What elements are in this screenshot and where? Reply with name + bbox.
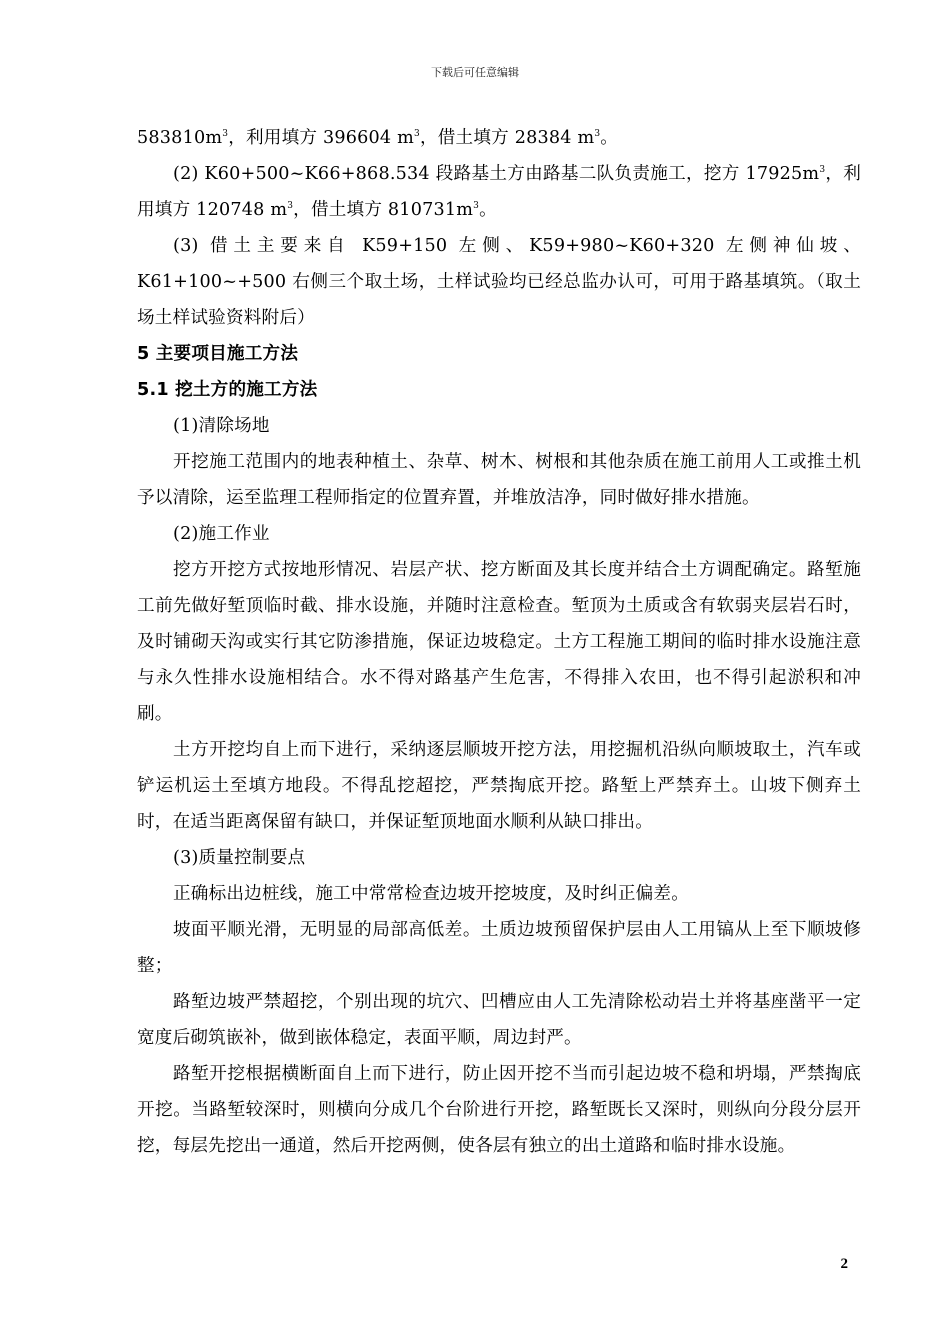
subheading-clear-site: (1)清除场地 xyxy=(173,416,270,436)
paragraph-item-2: (2) K60+500~K66+868.534 段路基土方由路基二队负责施工，挖方 $17925m^3$，利用填方 120748 $m^3$，借土填方 $810731m^3$。 xyxy=(137,164,862,220)
paragraph-earthwork: 土方开挖均自上而下进行，采纳逐层顺坡开挖方法，用挖掘机沿纵向顺坡取土，汽车或铲运机运土至填方地段。不得乱挖超挖，严禁掏底开挖。路堑上严禁弃土。山坡下侧弃土时，在适当距离保留有缺口，并保证堑顶地面水顺利从缺口排出。 xyxy=(137,740,861,832)
subheading-quality-control: (3)质量控制要点 xyxy=(173,848,306,868)
paragraph-excavation-method: 挖方开挖方式按地形情况、岩层产状、挖方断面及其长度并结合土方调配确定。路堑施工前先做好堑顶临时截、排水设施，并随时注意检查。堑顶为土质或含有软弱夹层岩石时，及时铺砌天沟或实行其它防渗措施，保证边坡稳定。土方工程施工期间的临时排水设施注意与永久性排水设施相结合。水不得对路基产生危害，不得排入农田，也不得引起淤积和冲刷。 xyxy=(137,560,861,724)
paragraph-item-3: (3) 借土主要来自 K59+150 左侧、K59+980~K60+320 左侧神仙坡、K61+100~+500 右侧三个取土场，土样试验均已经总监办认可，可用于路基填筑。（取土场土样试验资料附后） xyxy=(137,236,861,328)
paragraph-clear-site: 开挖施工范围内的地表种植土、杂草、树木、树根和其他杂质在施工前用人工或推土机予以清除，运至监理工程师指定的位置弃置，并堆放洁净，同时做好排水措施。 xyxy=(137,452,861,508)
paragraph-side-stakes: 正确标出边桩线，施工中常常检查边坡开挖坡度，及时纠正偏差。 xyxy=(173,884,690,904)
document-body xyxy=(137,120,861,1164)
page-number: 2 xyxy=(840,1256,848,1272)
paragraph-cutting-sequence: 路堑开挖根据横断面自上而下进行，防止因开挖不当而引起边坡不稳和坍塌，严禁掏底开挖。当路堑较深时，则横向分成几个台阶进行开挖，路堑既长又深时，则纵向分段分层开挖，每层先挖出一通道，然后开挖两侧，使各层有独立的出土道路和临时排水设施。 xyxy=(137,1064,861,1156)
paragraph-slope-surface: 坡面平顺光滑，无明显的局部高低差。土质边坡预留保护层由人工用镐从上至下顺坡修整； xyxy=(137,920,861,976)
page-header: 下载后可任意编辑 xyxy=(431,66,519,79)
section-heading-5-1: 5.1 挖土方的施工方法 xyxy=(137,380,318,400)
paragraph-fill-quantities: $583810m^3$，利用填方 396604 $m^3$，借土填方 28384 $m^3$。 xyxy=(137,128,619,148)
subheading-construction: (2)施工作业 xyxy=(173,524,270,544)
paragraph-no-overexcavation: 路堑边坡严禁超挖，个别出现的坑穴、凹槽应由人工先清除松动岩土并将基座凿平一定宽度后砌筑嵌补，做到嵌体稳定，表面平顺，周边封严。 xyxy=(137,992,861,1048)
section-heading-5: 5 主要项目施工方法 xyxy=(137,344,299,364)
